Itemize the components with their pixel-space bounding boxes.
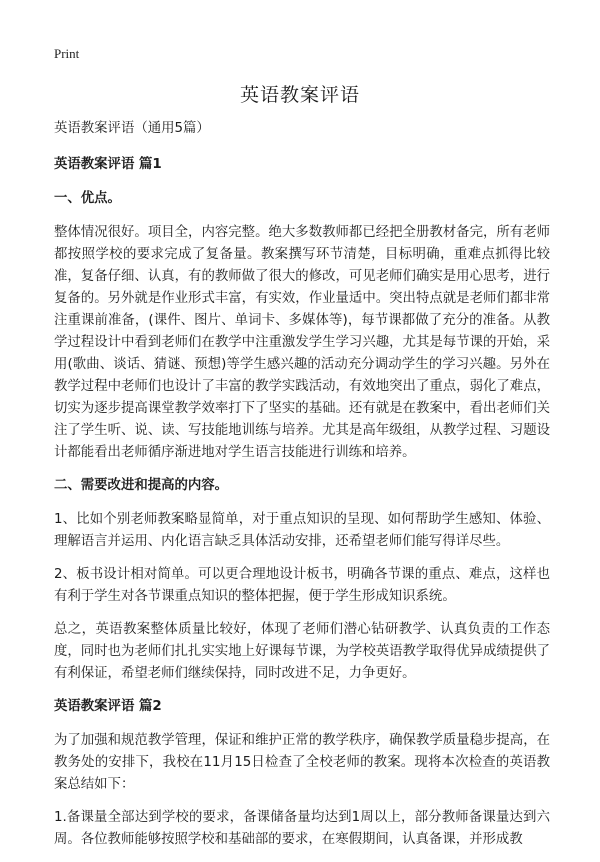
section2-heading: 英语教案评语 篇2: [54, 699, 162, 714]
section1-part2-heading: 二、需要改进和提高的内容。: [54, 478, 229, 493]
section2-intro: 为了加强和规范教学管理，保证和维护正常的教学秩序，确保教学质量稳步提高，在教务处的安排下，我校在11月15日检查了全校老师的教案。现将本次检查的英语教案总结如下：: [54, 733, 550, 792]
page-title: 英语教案评语: [239, 84, 360, 106]
section1-part1-heading: 一、优点。: [54, 191, 121, 206]
document-subtitle: 英语教案评语（通用5篇）: [54, 121, 210, 136]
document-body: [54, 118, 550, 862]
print-link[interactable]: Print: [54, 46, 80, 61]
section2-item1: 1.备课量全部达到学校的要求，备课储备量均达到1周以上，部分教师备课量达到六周。各位教师能够按照学校和基础部的要求，在寒假期间，认真备课，并形成教: [54, 810, 550, 847]
section1-part1-body: 整体情况很好。项目全，内容完整。绝大多数教师都已经把全册教材备完，所有老师都按照学校的要求完成了复备量。教案撰写环节清楚，目标明确，重难点抓得比较准，复备仔细、认真，有的教师做了很大的修改，可见老师们确实是用心思考，进行复备的。另外就是作业形式丰富，有实效，作业量适中。突出特点就是老师们都非常注重课前准备，(课件、图片、单词卡、多媒体等)，每节课都做了充分的准备。从教学过程设计中看到老师们在教学中注重激发学生学习兴趣，尤其是每节课的开始，采用(歌曲、谈话、猜谜、预想)等学生感兴趣的活动充分调动学生的学习兴趣。另外在教学过程中老师们也设计了丰富的教学实践活动，有效地突出了重点，弱化了难点，切实为逐步提高课堂教学效率打下了坚实的基础。还有就是在教案中，看出老师们关注了学生听、说、读、写技能地训练与培养。尤其是高年级组，从教学过程、习题设计都能看出老师循序渐进地对学生语言技能进行训练和培养。: [54, 225, 550, 460]
section1-part2-item1: 1、比如个别老师教案略显简单，对于重点知识的呈现、如何帮助学生感知、体验、理解语言并运用、内化语言缺乏具体活动安排，还希望老师们能写得详尽些。: [54, 512, 550, 549]
section1-heading: 英语教案评语 篇1: [54, 157, 162, 172]
section1-part2-item2: 2、板书设计相对简单。可以更合理地设计板书，明确各节课的重点、难点，这样也有利于学生对各节课重点知识的整体把握，便于学生形成知识系统。: [54, 567, 550, 604]
section1-summary: 总之，英语教案整体质量比较好，体现了老师们潜心钻研教学、认真负责的工作态度，同时也为老师们扎扎实实地上好课每节课，为学校英语教学取得优异成绩提供了有利保证，希望老师们继续保持，同时改进不足，力争更好。: [54, 622, 550, 681]
